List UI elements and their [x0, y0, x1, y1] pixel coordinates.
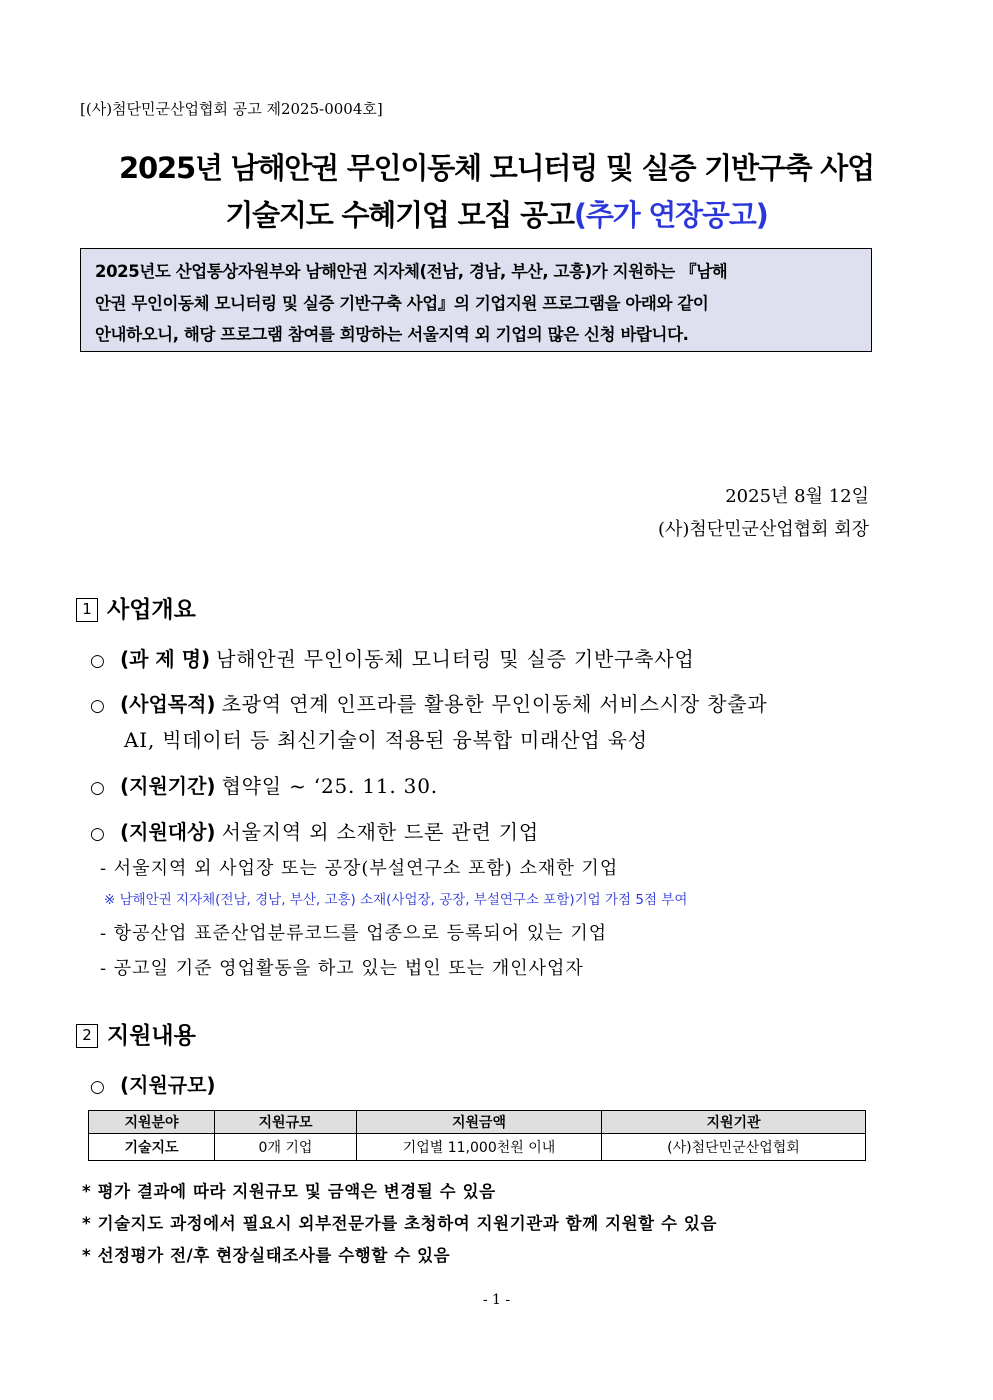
table-cell: (사)첨단민군산업협회 [602, 1134, 866, 1161]
circle-bullet-icon: ○ [90, 824, 106, 844]
table-header-cell: 지원규모 [215, 1111, 357, 1134]
section-heading-overview [76, 591, 196, 624]
circle-bullet-icon: ○ [90, 1077, 106, 1097]
table-cell: 0개 기업 [215, 1134, 357, 1161]
page-title-line2 [0, 193, 993, 234]
section-number-box: 2 [76, 1024, 98, 1048]
item-value: 초광역 연계 인프라를 활용한 무인이동체 서비스시장 창출과 [221, 692, 768, 716]
circle-bullet-icon: ○ [90, 696, 106, 716]
table-cell: 기술지도 [89, 1134, 215, 1161]
overview-item-target [90, 816, 539, 845]
item-key: (지원기간) [120, 774, 216, 798]
notice-number: [(사)첨단민군산업협회 공고 제2025-0004호] [80, 100, 383, 118]
intro-box [80, 248, 872, 352]
target-condition: - 항공산업 표준산업분류코드를 업종으로 등록되어 있는 기업 [100, 923, 608, 944]
footnote: * 평가 결과에 따라 지원규모 및 금액은 변경될 수 있음 [82, 1182, 496, 1201]
target-condition: - 서울지역 외 사업장 또는 공장(부설연구소 포함) 소재한 기업 [100, 858, 619, 879]
page-title-line1: 2025년 남해안권 무인이동체 모니터링 및 실증 기반구축 사업 [119, 151, 874, 185]
table-header-row [89, 1111, 866, 1134]
table-header-cell: 지원금액 [357, 1111, 602, 1134]
bonus-note: ※ 남해안권 지자체(전남, 경남, 부산, 고흥) 소재(사업장, 공장, 부설연구소 포함)기업 가점 5점 부여 [104, 892, 688, 908]
table-header-cell: 지원기관 [602, 1111, 866, 1134]
notice-date: 2025년 8월 12일 [725, 486, 869, 507]
issuing-organization: (사)첨단민군산업협회 회장 [657, 519, 869, 540]
item-value: 서울지역 외 소재한 드론 관련 기업 [221, 820, 540, 844]
intro-line: 2025년도 산업통상자원부와 남해안권 지자체(전남, 경남, 부산, 고흥)가 지원하는 『남해 [95, 262, 728, 281]
circle-bullet-icon: ○ [90, 651, 106, 671]
target-condition: - 공고일 기준 영업활동을 하고 있는 법인 또는 개인사업자 [100, 958, 584, 979]
title-highlight: (추가 연장공고) [573, 198, 768, 232]
item-value: 협약일 ~ ‘25. 11. 30. [221, 774, 438, 798]
support-scale-table [88, 1110, 866, 1161]
item-key: (지원대상) [120, 820, 216, 844]
page-number: - 1 - [482, 1292, 511, 1308]
item-key: (과 제 명) [120, 647, 211, 671]
footnote: * 선정평가 전/후 현장실태조사를 수행할 수 있음 [82, 1246, 451, 1265]
circle-bullet-icon: ○ [90, 778, 106, 798]
section-heading-support [76, 1017, 196, 1050]
section-number-box: 1 [76, 598, 98, 622]
overview-item-period [90, 770, 438, 799]
support-scale-item [90, 1069, 222, 1098]
item-value: 남해안권 무인이동체 모니터링 및 실증 기반구축사업 [216, 647, 695, 671]
footnote: * 기술지도 과정에서 필요시 외부전문가를 초청하여 지원기관과 함께 지원할 수 있음 [82, 1214, 717, 1233]
section-title: 사업개요 [107, 597, 196, 623]
item-value-continued: AI, 빅데이터 등 최신기술이 적용된 융복합 미래산업 육성 [124, 728, 648, 752]
intro-line: 안내하오니, 해당 프로그램 참여를 희망하는 서울지역 외 기업의 많은 신청 바랍니다. [95, 325, 689, 344]
intro-line: 안권 무인이동체 모니터링 및 실증 기반구축 사업』의 기업지원 프로그램을 아래와 같이 [95, 293, 709, 313]
table-row [89, 1134, 866, 1161]
item-key: (사업목적) [120, 692, 216, 716]
section-title: 지원내용 [107, 1023, 196, 1049]
overview-item-purpose [90, 688, 768, 717]
overview-item-name [90, 643, 695, 672]
title-main: 기술지도 수혜기업 모집 공고 [225, 198, 574, 232]
table-cell: 기업별 11,000천원 이내 [357, 1134, 602, 1161]
item-key: (지원규모) [120, 1073, 216, 1097]
table-header-cell: 지원분야 [89, 1111, 215, 1134]
